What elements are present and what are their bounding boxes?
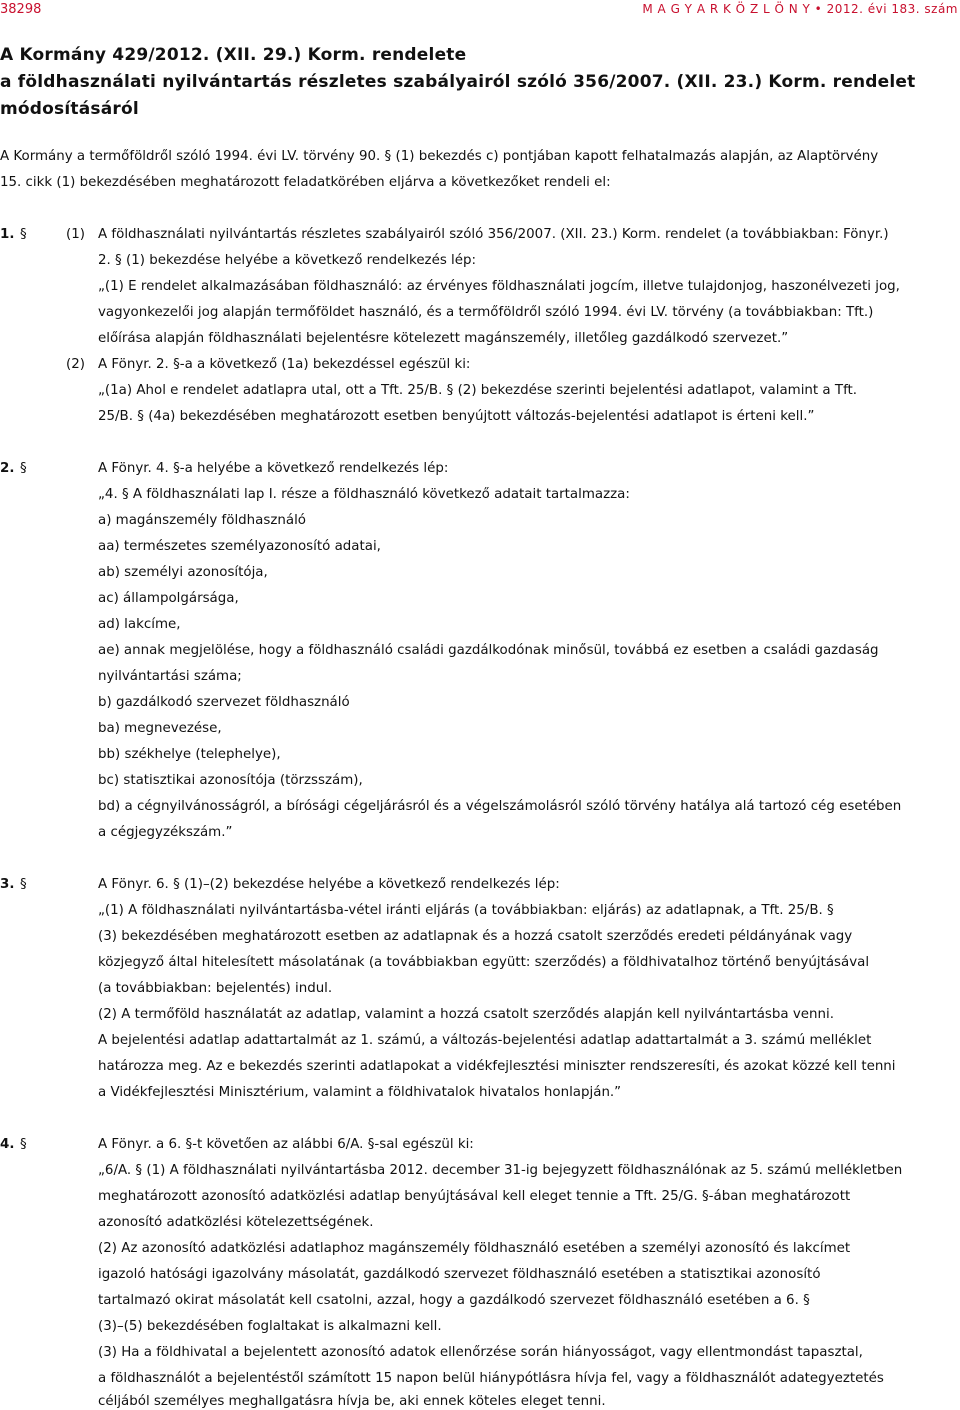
section-text-line: a cégjegyzékszám.”	[98, 825, 233, 840]
section-number: 4.	[0, 1137, 15, 1152]
subsection-number: (1)	[66, 227, 85, 242]
section-text-line: (a továbbiakban: bejelentés) indul.	[98, 981, 333, 996]
section-number: 2.	[0, 461, 15, 476]
section-text-line: 25/B. § (4a) bekezdésében meghatározott esetben benyújtott változás-bejelentési adatlapot is érteni kell.”	[98, 409, 815, 424]
section-text-line: vagyonkezelői jog alapján termőföldet használó, és a termőföldről szóló 1994. évi LV. törvény (a továbbiakban: Tft.)	[98, 305, 874, 320]
section-text-line: b) gazdálkodó szervezet földhasználó	[98, 695, 350, 710]
decree-title-line-1: A Kormány 429/2012. (XII. 29.) Korm. rendelete	[0, 45, 467, 65]
section-text-line: előírása alapján földhasználati bejelentésre kötelezett magánszemély, illetőleg gazdálkodó szervezet.”	[98, 331, 789, 346]
section-text-line: „4. § A földhasználati lap I. része a földhasználó következő adatait tartalmazza:	[98, 487, 630, 502]
section-text-line: a) magánszemély földhasználó	[98, 513, 306, 528]
paragraph-sign: §	[20, 227, 27, 242]
section-text-line: bd) a cégnyilvánosságról, a bírósági cégeljárásról és a végelszámolásról szóló törvény hatálya alá tartozó cég esetében	[98, 799, 902, 814]
section-number: 3.	[0, 877, 15, 892]
section-text-line: a Vidékfejlesztési Minisztérium, valamint a földhivatalok hivatalos honlapján.”	[98, 1085, 622, 1100]
preamble-line: A Kormány a termőföldről szóló 1994. évi LV. törvény 90. § (1) bekezdés c) pontjában kapott felhatalmazás alapján, az Alaptörvény	[0, 149, 879, 164]
section-text-line: bc) statisztikai azonosítója (törzsszám),	[98, 773, 363, 788]
section-text-line: (3) bekezdésében meghatározott esetben az adatlapnak és a hozzá csatolt szerződés eredeti példányának vagy	[98, 929, 853, 944]
section-number: 1.	[0, 227, 15, 242]
section-text-line: nyilvántartási száma;	[98, 669, 242, 684]
section-text: A Fönyr. 4. §-a helyébe a következő rendelkezés lép:	[98, 461, 449, 476]
section-text-line: „(1) E rendelet alkalmazásában földhasználó: az érvényes földhasználati jogcím, illetve tulajdonjog, haszonélvezeti jog,	[98, 279, 900, 294]
section-text: A földhasználati nyilvántartás részletes szabályairól szóló 356/2007. (XII. 23.) Korm. rendelet (a továbbiakban: Fönyr.)	[98, 227, 889, 242]
section-text-line: A Fönyr. 2. §-a a következő (1a) bekezdéssel egészül ki:	[98, 357, 471, 372]
page-number: 38298	[0, 2, 42, 17]
preamble-line: 15. cikk (1) bekezdésében meghatározott feladatkörében eljárva a következőket rendeli el:	[0, 175, 611, 190]
section-text-line: aa) természetes személyazonosító adatai,	[98, 539, 381, 554]
section-text-line: (2) A termőföld használatát az adatlap, valamint a hozzá csatolt szerződés alapján kell nyilvántartásba venni.	[98, 1007, 834, 1022]
section-text-line: „(1a) Ahol e rendelet adatlapra utal, ott a Tft. 25/B. § (2) bekezdése szerinti bejelentési adatlapot, valamint a Tft.	[98, 383, 858, 398]
section-text-line: „6/A. § (1) A földhasználati nyilvántartásba 2012. december 31-ig bejegyzett földhasználónak az 5. számú mellékletben	[98, 1163, 903, 1178]
section-text-line: meghatározott azonosító adatközlési adatlap benyújtásával kell eleget tennie a Tft. 25/G. §-ában meghatározott	[98, 1189, 851, 1204]
decree-title-line-3: módosításáról	[0, 99, 139, 119]
section-text-line: ac) állampolgársága,	[98, 591, 239, 606]
section-text-line: „(1) A földhasználati nyilvántartásba-vétel iránti eljárás (a továbbiakban: eljárás) az adatlapnak, a Tft. 25/B. §	[98, 903, 834, 918]
section-text-line: igazoló hatósági igazolvány másolatát, gazdálkodó szervezet földhasználó esetében a statisztikai azonosító	[98, 1267, 821, 1282]
section-text-line: határozza meg. Az e bekezdés szerinti adatlapokat a vidékfejlesztési miniszter rendszeresíti, és azokat közzé kell tenni	[98, 1059, 896, 1074]
section-text-line: 2. § (1) bekezdése helyébe a következő rendelkezés lép:	[98, 253, 477, 268]
section-text-line: (2) Az azonosító adatközlési adatlaphoz magánszemély földhasználó esetében a személyi azonosító és lakcímet	[98, 1241, 851, 1256]
section-text-line: ae) annak megjelölése, hogy a földhasználó családi gazdálkodónak minősül, továbbá ez esetben a családi gazdaság	[98, 643, 879, 658]
section-text-line: a földhasználót a bejelentéstől számított 15 napon belül hiánypótlásra hívja fel, vagy a földhasználót adategyeztetés	[98, 1371, 884, 1386]
paragraph-sign: §	[20, 1137, 27, 1152]
section-text-line: közjegyző által hitelesített másolatának (a továbbiakban együtt: szerződés) a földhivatalhoz történő benyújtásával	[98, 955, 870, 970]
section-text-line: (3)–(5) bekezdésében foglaltakat is alkalmazni kell.	[98, 1319, 442, 1334]
decree-title-line-2: a földhasználati nyilvántartás részletes szabályairól szóló 356/2007. (XII. 23.) Korm. rendelet	[0, 72, 916, 92]
section-text-line: tartalmazó okirat másolatát kell csatolni, azzal, hogy a gazdálkodó szervezet földhasználó esetében a 6. §	[98, 1293, 810, 1308]
section-text-line: bb) székhelye (telephelye),	[98, 747, 281, 762]
paragraph-sign: §	[20, 877, 27, 892]
section-text-line: ba) megnevezése,	[98, 721, 222, 736]
journal-header: M A G Y A R K Ö Z L Ö N Y • 2012. évi 183. szám	[642, 2, 958, 16]
section-text-line: (3) Ha a földhivatal a bejelentett azonosító adatok ellenőrzése során hiányosságot, vagy ellentmondást tapasztal,	[98, 1345, 863, 1360]
section-text-line: ab) személyi azonosítója,	[98, 565, 268, 580]
section-text-line: azonosító adatközlési kötelezettségének.	[98, 1215, 374, 1230]
subsection-number: (2)	[66, 357, 85, 372]
section-text-line: A bejelentési adatlap adattartalmát az 1. számú, a változás-bejelentési adatlap adattartalmát a 3. számú melléklet	[98, 1033, 872, 1048]
section-text-line: ad) lakcíme,	[98, 617, 181, 632]
section-text-line: céljából személyes meghallgatásra hívja be, aki ennek köteles eleget tenni.	[98, 1394, 606, 1409]
paragraph-sign: §	[20, 461, 27, 476]
section-text: A Fönyr. 6. § (1)–(2) bekezdése helyébe a következő rendelkezés lép:	[98, 877, 560, 892]
section-text: A Fönyr. a 6. §-t követően az alábbi 6/A. §-sal egészül ki:	[98, 1137, 474, 1152]
